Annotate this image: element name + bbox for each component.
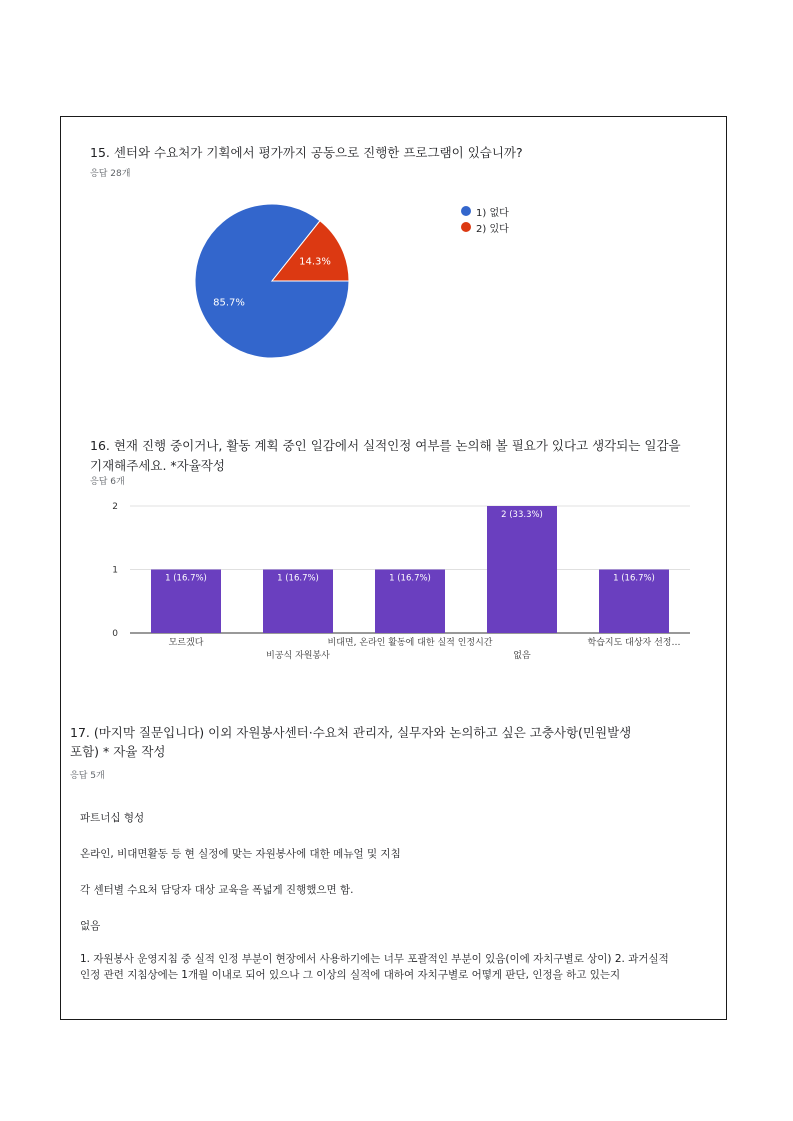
bar-value-label: 1 (16.7%) bbox=[277, 573, 319, 584]
q17-response-count: 응답 5개 bbox=[70, 771, 105, 781]
x-category-label: 비공식 자원봉사 bbox=[266, 651, 330, 661]
y-tick-label: 1 bbox=[112, 565, 118, 576]
q15-pie-chart bbox=[0, 0, 793, 400]
x-category-label: 학습지도 대상자 선정… bbox=[587, 638, 681, 648]
bar bbox=[487, 506, 557, 633]
q17-title-line2: 포함) * 자율 작성 bbox=[70, 744, 166, 759]
legend-swatch-none bbox=[461, 206, 471, 216]
q17-answer-4: 없음 bbox=[80, 920, 101, 932]
q17-answer-2: 온라인, 비대면활동 등 현 실정에 맞는 자원봉사에 대한 메뉴얼 및 지침 bbox=[80, 848, 401, 860]
q17-title-line1: 17. (마지막 질문입니다) 이외 자원봉사센터·수요처 관리자, 실무자와 논의하고 싶은 고충사항(민원발생 bbox=[70, 725, 632, 740]
q16-title: 16. 현재 진행 중이거나, 활동 계획 중인 일감에서 실적인정 여부를 논의해 볼 필요가 있다고 생각되는 일감을 기재해주세요. *자율작성 bbox=[90, 438, 681, 473]
q17-answer-1: 파트너십 형성 bbox=[80, 812, 145, 824]
y-tick-label: 0 bbox=[112, 629, 118, 639]
legend-item-none bbox=[461, 203, 509, 219]
q15-title: 15. 센터와 수요처가 기획에서 평가까지 공동으로 진행한 프로그램이 있습니까? bbox=[90, 145, 523, 160]
x-category-label: 없음 bbox=[513, 651, 531, 661]
bar-value-label: 1 (16.7%) bbox=[165, 573, 207, 584]
pie-label-none: 85.7% bbox=[213, 297, 245, 309]
q17-answer-3: 각 센터별 수요처 담당자 대상 교육을 폭넓게 진행했으면 함. bbox=[80, 884, 354, 896]
pie-label-yes: 14.3% bbox=[299, 256, 331, 268]
legend-label-none: 1) 없다 bbox=[476, 207, 509, 219]
x-category-label: 모르겠다 bbox=[168, 638, 204, 648]
q15-legend bbox=[461, 203, 509, 235]
bar-value-label: 1 (16.7%) bbox=[613, 573, 655, 584]
q16-response-count: 응답 6개 bbox=[90, 477, 125, 487]
y-tick-label: 2 bbox=[112, 502, 118, 512]
q15-response-count: 응답 28개 bbox=[90, 169, 131, 179]
bar-value-label: 2 (33.3%) bbox=[501, 510, 543, 520]
legend-item-yes bbox=[461, 219, 509, 235]
bar-value-label: 1 (16.7%) bbox=[389, 573, 431, 584]
x-category-label: 비대면, 온라인 활동에 대한 실적 인정시간 bbox=[327, 638, 493, 648]
legend-swatch-yes bbox=[461, 222, 471, 232]
legend-label-yes: 2) 있다 bbox=[476, 223, 509, 235]
q17-answer-5: 1. 자원봉사 운영지침 중 실적 인정 부분이 현장에서 사용하기에는 너무 포괄적인 부분이 있음(이에 자치구별로 상이) 2. 과거실적 인정 관련 지침상에는 1개월 이내로 되어 있으나 그 이상의 실적에 대하여 자치구별로 어떻게 판단, 인정을 하고 있는지 bbox=[80, 953, 669, 981]
q16-bar-chart bbox=[0, 490, 793, 690]
